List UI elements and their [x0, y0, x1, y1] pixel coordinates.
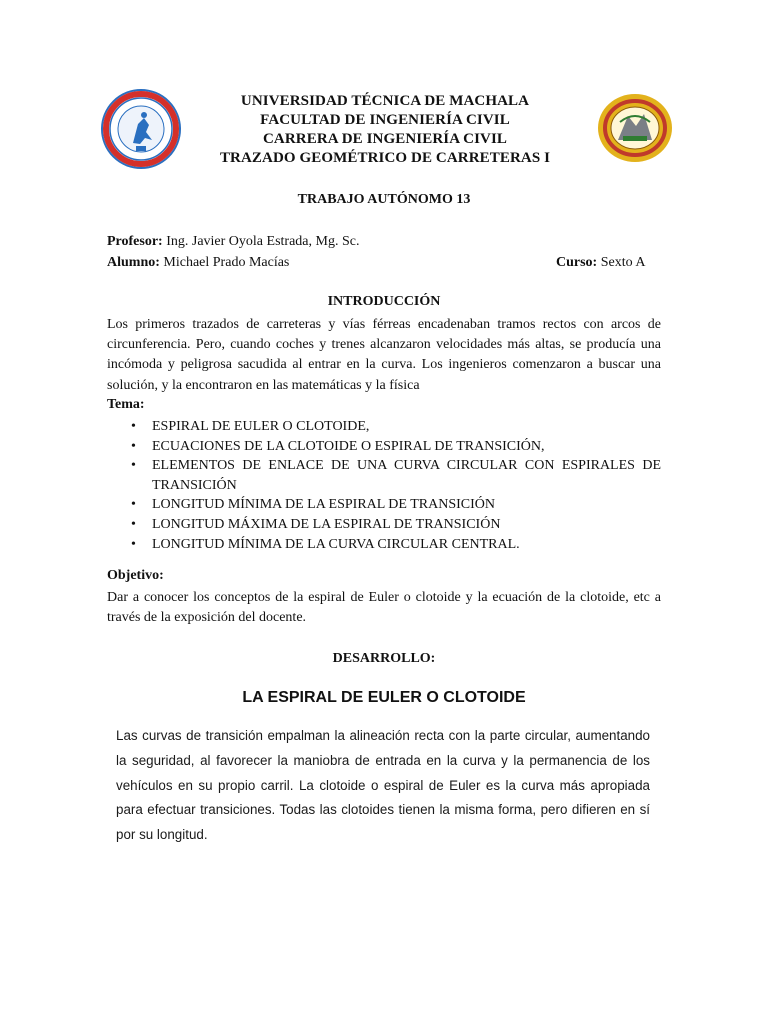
alumno-value: Michael Prado Macías: [163, 255, 290, 270]
alumno-label: Alumno:: [107, 255, 160, 270]
profesor-line: [107, 232, 359, 252]
curso-line: [556, 253, 645, 273]
tema-label: Tema:: [107, 397, 145, 412]
list-item: • LONGITUD MÍNIMA DE LA CURVA CIRCULAR CENTRAL.: [107, 535, 661, 555]
profesor-label: Profesor:: [107, 234, 163, 249]
section-heading: LA ESPIRAL DE EULER O CLOTOIDE: [242, 689, 526, 706]
bullet-icon: •: [131, 516, 136, 532]
career-name: CARRERA DE INGENIERÍA CIVIL: [263, 131, 507, 147]
course-subject: TRAZADO GEOMÉTRICO DE CARRETERAS I: [219, 150, 551, 166]
list-item: • ECUACIONES DE LA CLOTOIDE O ESPIRAL DE TRANSICIÓN,: [107, 437, 661, 457]
list-item: • ESPIRAL DE EULER O CLOTOIDE,: [107, 417, 661, 437]
desarrollo-text: Las curvas de transición empalman la alineación recta con la parte circular, aumentando la seguridad, al favorecer la maniobra de entrada en la curva y la permanencia de los vehículos en su propio carril. La clotoide o espiral de Euler es la curva más apropiada para efectuar transiciones. Todas las clotoides tienen la misma forma, pero difieren en sí por su longitud.: [116, 728, 650, 843]
introduccion-text: Los primeros trazados de carreteras y vías férreas encadenaban tramos rectos con arcos de circunferencia. Pero, cuando coches y trenes alcanzaron velocidades más altas, se producía una incómoda y peligrosa sacudida al entrar en la curva. Los ingenieros comenzaron a buscar una solución, y la encontraron en las matemáticas y la física: [107, 317, 661, 393]
curso-value: Sexto A: [600, 255, 646, 270]
profesor-value: Ing. Javier Oyola Estrada, Mg. Sc.: [166, 234, 360, 249]
document-header: [190, 92, 580, 168]
assignment-title: TRABAJO AUTÓNOMO 13: [297, 192, 471, 207]
list-item: • LONGITUD MÁXIMA DE LA ESPIRAL DE TRANSICIÓN: [107, 515, 661, 535]
desarrollo-title: DESARROLLO:: [332, 651, 436, 666]
introduccion-title: INTRODUCCIÓN: [327, 294, 441, 309]
curso-label: Curso:: [556, 255, 598, 270]
bullet-icon: •: [131, 536, 136, 552]
bullet-icon: •: [131, 419, 136, 434]
faculty-name: FACULTAD DE INGENIERÍA CIVIL: [260, 112, 510, 128]
alumno-line: [107, 253, 289, 273]
facultad-seal-icon: [596, 92, 674, 164]
bullet-icon: •: [131, 497, 136, 513]
universidad-seal-icon: [100, 88, 182, 170]
objetivo-text: Dar a conocer los conceptos de la espiral de Euler o clotoide y la ecuación de la clotoide, etc a través de la exposición del docente.: [107, 590, 661, 626]
university-name: UNIVERSIDAD TÉCNICA DE MACHALA: [240, 93, 530, 109]
list-item: • ELEMENTOS DE ENLACE DE UNA CURVA CIRCULAR CON ESPIRALES DE TRANSICIÓN: [131, 458, 661, 493]
bullet-icon: •: [131, 458, 136, 474]
objetivo-label: Objetivo:: [107, 568, 164, 583]
bullet-icon: •: [131, 438, 136, 454]
list-item: • LONGITUD MÍNIMA DE LA ESPIRAL DE TRANSICIÓN: [107, 495, 661, 515]
tema-list: [107, 417, 661, 554]
